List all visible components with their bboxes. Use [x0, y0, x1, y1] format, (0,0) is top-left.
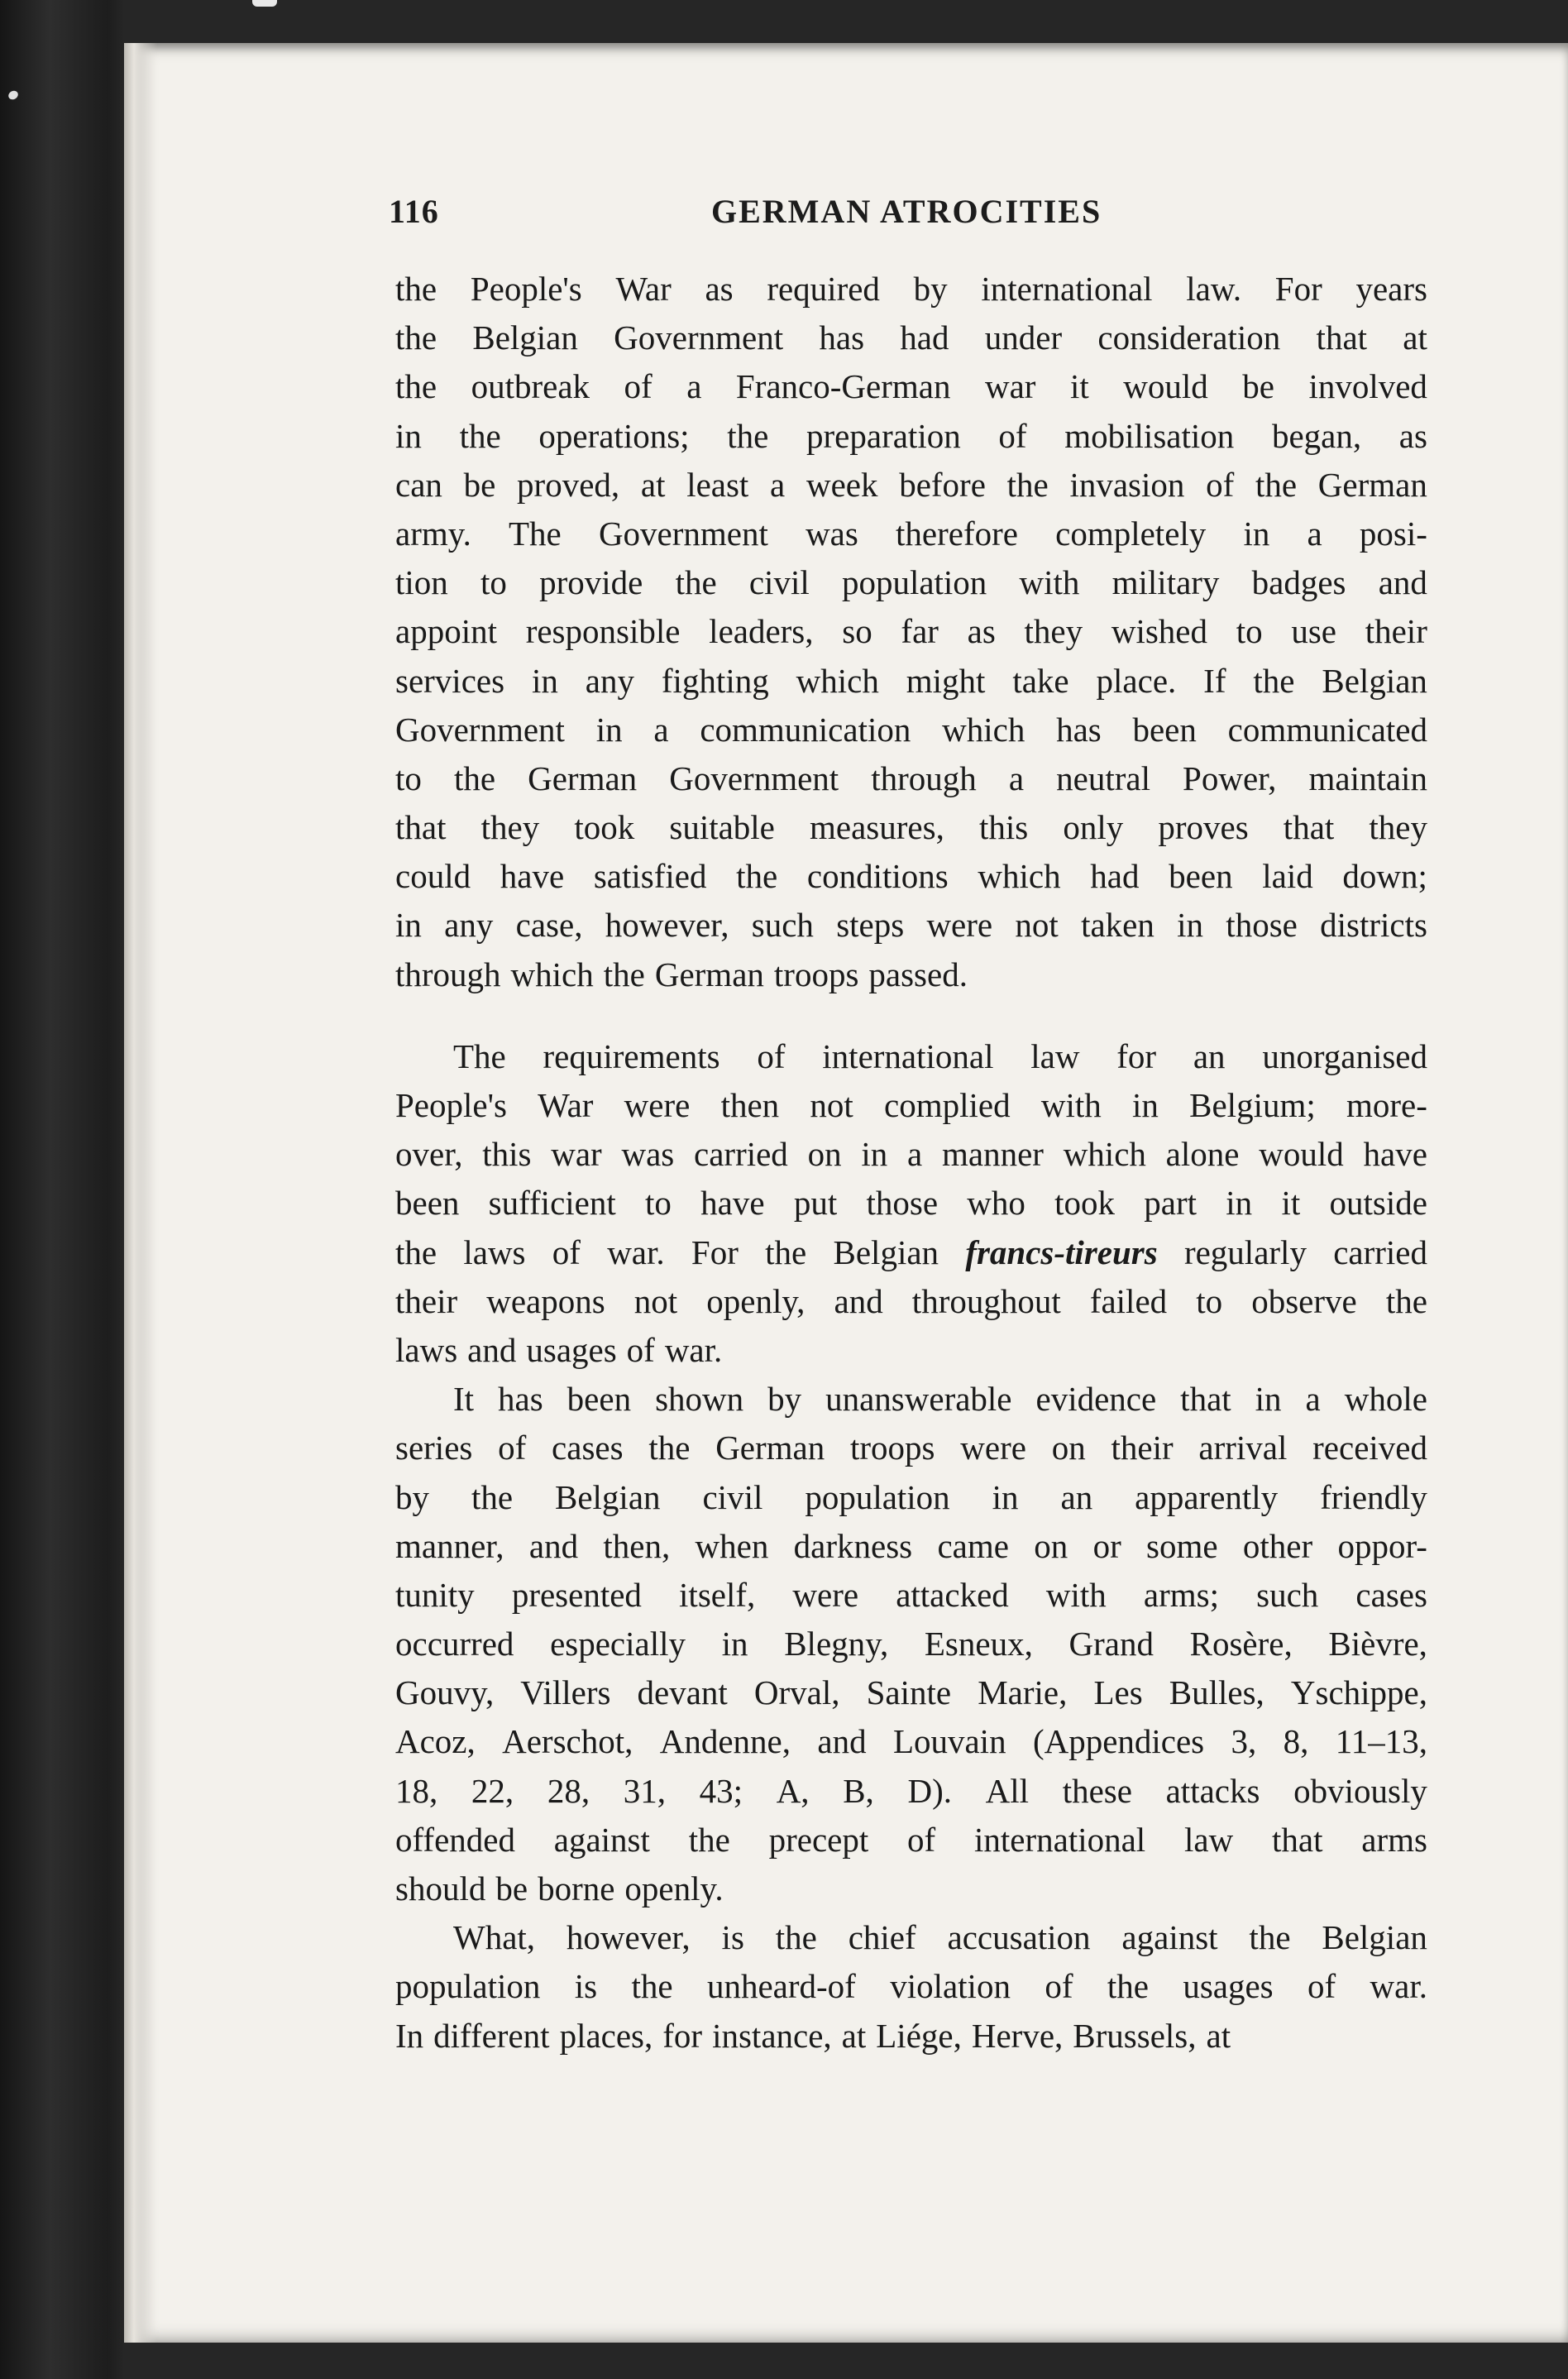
- text-line: the Belgian Government has had under consideration that at: [395, 318, 1427, 357]
- text-line: by the Belgian civil population in an apparently friendly: [395, 1477, 1427, 1516]
- page-gutter-edge: [124, 43, 157, 2343]
- text-line: could have satisfied the conditions which had been laid down;: [395, 857, 1427, 896]
- text-line: 18, 22, 28, 31, 43; A, B, D). All these attacks obviously: [395, 1771, 1427, 1810]
- paragraph: [395, 1032, 1427, 1375]
- text-line: should be borne openly.: [395, 1869, 724, 1908]
- text-line: to the German Government through a neutral Power, maintain: [395, 759, 1427, 797]
- paragraph: [395, 1375, 1427, 1913]
- text-line: army. The Government was therefore completely in a posi-: [395, 514, 1427, 553]
- body-text: [395, 265, 1427, 2061]
- text-line: through which the German troops passed.: [395, 955, 968, 993]
- text-line: laws and usages of war.: [395, 1330, 723, 1369]
- running-head: GERMAN ATROCITIES: [711, 193, 1102, 230]
- text-line: the laws of war. For the Belgian francs-tireurs regularly carried: [395, 1233, 1427, 1271]
- text-line: Gouvy, Villers devant Orval, Sainte Marie, Les Bulles, Yschippe,: [395, 1673, 1427, 1712]
- paragraph: [395, 1913, 1427, 2061]
- text-line: been sufficient to have put those who took part in it outside: [395, 1184, 1427, 1223]
- page-header: [389, 192, 1133, 242]
- text-line: In different places, for instance, at Liége, Herve, Brussels, at: [395, 2016, 1231, 2055]
- paragraph: [395, 265, 1427, 999]
- text-line: in any case, however, such steps were not taken in those districts: [395, 906, 1427, 945]
- text-line: Government in a communication which has been communicated: [395, 710, 1427, 749]
- text-line: The requirements of international law for an unorganised: [453, 1036, 1427, 1075]
- page-number: 116: [389, 193, 439, 230]
- text-line: appoint responsible leaders, so far as they wished to use their: [395, 612, 1427, 651]
- text-line: over, this war was carried on in a manner which alone would have: [395, 1135, 1427, 1174]
- text-line: in the operations; the preparation of mobilisation began, as: [395, 416, 1427, 455]
- text-line: Acoz, Aerschot, Andenne, and Louvain (Appendices 3, 8, 11–13,: [395, 1722, 1427, 1761]
- text-line: It has been shown by unanswerable evidence that in a whole: [453, 1380, 1427, 1419]
- text-line: the outbreak of a Franco-German war it would be involved: [395, 367, 1427, 406]
- scan-artifact: [252, 0, 277, 7]
- text-line: occurred especially in Blegny, Esneux, Grand Rosère, Bièvre,: [395, 1625, 1427, 1663]
- text-line: services in any fighting which might take place. If the Belgian: [395, 661, 1427, 700]
- text-line: can be proved, at least a week before the invasion of the German: [395, 465, 1427, 504]
- text-line: their weapons not openly, and throughout failed to observe the: [395, 1281, 1427, 1320]
- text-line: What, however, is the chief accusation against the Belgian: [453, 1918, 1427, 1957]
- text-line: population is the unheard-of violation of the usages of war.: [395, 1967, 1427, 2006]
- text-line: series of cases the German troops were on their arrival received: [395, 1429, 1427, 1467]
- text-line: the People's War as required by international law. For years: [395, 270, 1427, 308]
- text-line: People's War were then not complied with in Belgium; more-: [395, 1086, 1427, 1124]
- paragraph-gap: [395, 999, 1427, 1032]
- text-line: tunity presented itself, were attacked with arms; such cases: [395, 1575, 1427, 1614]
- text-line: offended against the precept of international law that arms: [395, 1820, 1427, 1859]
- text-line: manner, and then, when darkness came on or some other oppor-: [395, 1526, 1427, 1565]
- text-line: that they took suitable measures, this only proves that they: [395, 808, 1427, 847]
- text-line: tion to provide the civil population with military badges and: [395, 563, 1427, 602]
